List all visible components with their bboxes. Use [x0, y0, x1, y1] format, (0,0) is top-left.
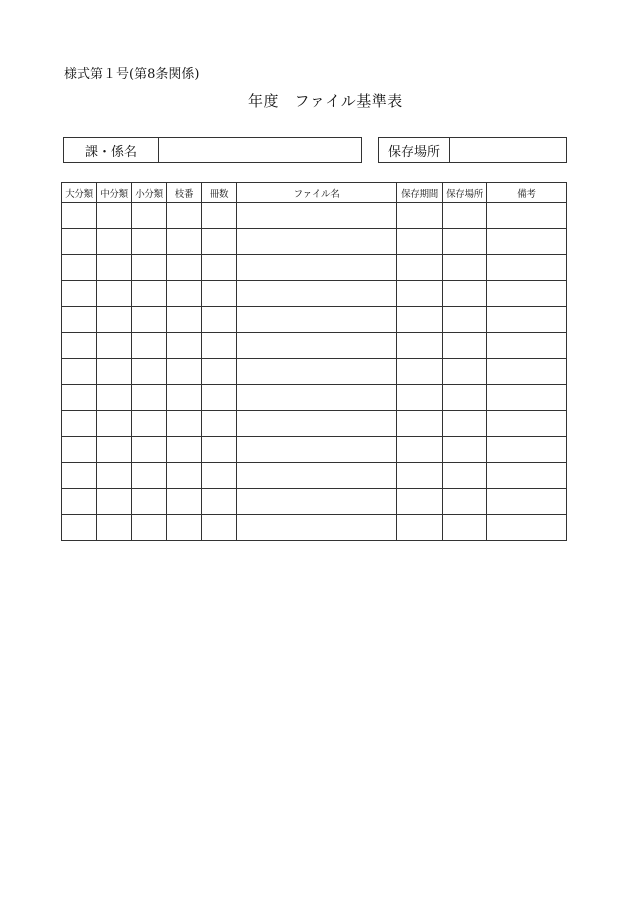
cell-middle-category[interactable]: [97, 411, 132, 437]
cell-file-name[interactable]: [237, 255, 397, 281]
cell-major-category[interactable]: [62, 463, 97, 489]
cell-minor-category[interactable]: [132, 385, 167, 411]
header-storage-location: 保存場所: [443, 183, 487, 203]
cell-middle-category[interactable]: [97, 489, 132, 515]
cell-major-category[interactable]: [62, 307, 97, 333]
cell-middle-category[interactable]: [97, 203, 132, 229]
cell-storage-location[interactable]: [443, 203, 487, 229]
cell-retention-period[interactable]: [397, 255, 443, 281]
cell-middle-category[interactable]: [97, 515, 132, 541]
cell-remarks[interactable]: [487, 359, 567, 385]
cell-volume-count[interactable]: [202, 385, 237, 411]
cell-middle-category[interactable]: [97, 333, 132, 359]
cell-branch-number[interactable]: [167, 411, 202, 437]
cell-storage-location[interactable]: [443, 229, 487, 255]
table-row: [62, 437, 567, 463]
cell-branch-number[interactable]: [167, 281, 202, 307]
header-branch-number: 枝番: [167, 183, 202, 203]
cell-retention-period[interactable]: [397, 515, 443, 541]
cell-file-name[interactable]: [237, 203, 397, 229]
cell-branch-number[interactable]: [167, 385, 202, 411]
cell-major-category[interactable]: [62, 203, 97, 229]
cell-volume-count[interactable]: [202, 411, 237, 437]
cell-major-category[interactable]: [62, 489, 97, 515]
header-middle-category: 中分類: [97, 183, 132, 203]
cell-middle-category[interactable]: [97, 255, 132, 281]
cell-middle-category[interactable]: [97, 437, 132, 463]
cell-storage-location[interactable]: [443, 333, 487, 359]
cell-retention-period[interactable]: [397, 203, 443, 229]
cell-retention-period[interactable]: [397, 411, 443, 437]
cell-major-category[interactable]: [62, 229, 97, 255]
cell-file-name[interactable]: [237, 359, 397, 385]
cell-retention-period[interactable]: [397, 229, 443, 255]
cell-branch-number[interactable]: [167, 203, 202, 229]
cell-file-name[interactable]: [237, 307, 397, 333]
header-remarks: 備考: [487, 183, 567, 203]
cell-volume-count[interactable]: [202, 229, 237, 255]
cell-major-category[interactable]: [62, 411, 97, 437]
header-volume-count: 冊数: [202, 183, 237, 203]
table-row: [62, 255, 567, 281]
cell-remarks[interactable]: [487, 515, 567, 541]
cell-branch-number[interactable]: [167, 489, 202, 515]
cell-remarks[interactable]: [487, 437, 567, 463]
cell-storage-location[interactable]: [443, 385, 487, 411]
file-standard-table: [61, 182, 567, 541]
cell-minor-category[interactable]: [132, 489, 167, 515]
cell-branch-number[interactable]: [167, 307, 202, 333]
cell-volume-count[interactable]: [202, 333, 237, 359]
cell-storage-location[interactable]: [443, 255, 487, 281]
table-row: [62, 281, 567, 307]
section-name-field[interactable]: [159, 138, 361, 162]
cell-major-category[interactable]: [62, 359, 97, 385]
cell-retention-period[interactable]: [397, 307, 443, 333]
cell-file-name[interactable]: [237, 489, 397, 515]
cell-file-name[interactable]: [237, 437, 397, 463]
form-number: 様式第１号(第8条関係): [64, 67, 200, 82]
cell-middle-category[interactable]: [97, 359, 132, 385]
cell-remarks[interactable]: [487, 281, 567, 307]
cell-remarks[interactable]: [487, 203, 567, 229]
section-name-box: [63, 137, 362, 163]
cell-storage-location[interactable]: [443, 307, 487, 333]
storage-location-label: 保存場所: [379, 138, 450, 162]
cell-storage-location[interactable]: [443, 411, 487, 437]
table-row: [62, 463, 567, 489]
cell-major-category[interactable]: [62, 437, 97, 463]
document-title: 年度 ファイル基準表: [248, 92, 403, 110]
cell-volume-count[interactable]: [202, 437, 237, 463]
table-header-row: [62, 183, 567, 203]
cell-file-name[interactable]: [237, 229, 397, 255]
table-row: [62, 229, 567, 255]
table-row: [62, 333, 567, 359]
table-row: [62, 489, 567, 515]
cell-remarks[interactable]: [487, 229, 567, 255]
cell-minor-category[interactable]: [132, 463, 167, 489]
cell-remarks[interactable]: [487, 385, 567, 411]
cell-remarks[interactable]: [487, 411, 567, 437]
cell-volume-count[interactable]: [202, 359, 237, 385]
cell-middle-category[interactable]: [97, 385, 132, 411]
cell-retention-period[interactable]: [397, 333, 443, 359]
cell-storage-location[interactable]: [443, 463, 487, 489]
cell-major-category[interactable]: [62, 515, 97, 541]
table-row: [62, 515, 567, 541]
cell-remarks[interactable]: [487, 255, 567, 281]
cell-branch-number[interactable]: [167, 229, 202, 255]
header-major-category: 大分類: [62, 183, 97, 203]
cell-middle-category[interactable]: [97, 229, 132, 255]
cell-remarks[interactable]: [487, 307, 567, 333]
cell-minor-category[interactable]: [132, 437, 167, 463]
cell-retention-period[interactable]: [397, 437, 443, 463]
cell-minor-category[interactable]: [132, 307, 167, 333]
table-row: [62, 307, 567, 333]
cell-volume-count[interactable]: [202, 307, 237, 333]
storage-location-field[interactable]: [450, 138, 566, 162]
cell-minor-category[interactable]: [132, 203, 167, 229]
cell-retention-period[interactable]: [397, 359, 443, 385]
cell-retention-period[interactable]: [397, 385, 443, 411]
cell-middle-category[interactable]: [97, 307, 132, 333]
cell-major-category[interactable]: [62, 255, 97, 281]
cell-major-category[interactable]: [62, 385, 97, 411]
cell-minor-category[interactable]: [132, 281, 167, 307]
cell-storage-location[interactable]: [443, 489, 487, 515]
cell-storage-location[interactable]: [443, 515, 487, 541]
cell-retention-period[interactable]: [397, 281, 443, 307]
cell-volume-count[interactable]: [202, 255, 237, 281]
cell-remarks[interactable]: [487, 489, 567, 515]
cell-branch-number[interactable]: [167, 333, 202, 359]
cell-minor-category[interactable]: [132, 333, 167, 359]
cell-volume-count[interactable]: [202, 515, 237, 541]
cell-file-name[interactable]: [237, 281, 397, 307]
storage-location-box: [378, 137, 567, 163]
cell-file-name[interactable]: [237, 515, 397, 541]
cell-volume-count[interactable]: [202, 281, 237, 307]
cell-remarks[interactable]: [487, 463, 567, 489]
cell-minor-category[interactable]: [132, 229, 167, 255]
cell-retention-period[interactable]: [397, 489, 443, 515]
cell-middle-category[interactable]: [97, 463, 132, 489]
cell-storage-location[interactable]: [443, 437, 487, 463]
cell-branch-number[interactable]: [167, 359, 202, 385]
cell-storage-location[interactable]: [443, 359, 487, 385]
cell-volume-count[interactable]: [202, 489, 237, 515]
cell-branch-number[interactable]: [167, 463, 202, 489]
section-name-label: 課・係名: [64, 138, 159, 162]
table-row: [62, 411, 567, 437]
cell-storage-location[interactable]: [443, 281, 487, 307]
cell-branch-number[interactable]: [167, 255, 202, 281]
table-body: [62, 203, 567, 541]
header-retention-period: 保存期間: [397, 183, 443, 203]
cell-retention-period[interactable]: [397, 463, 443, 489]
table-row: [62, 385, 567, 411]
cell-middle-category[interactable]: [97, 281, 132, 307]
cell-file-name[interactable]: [237, 411, 397, 437]
cell-file-name[interactable]: [237, 463, 397, 489]
cell-file-name[interactable]: [237, 385, 397, 411]
cell-branch-number[interactable]: [167, 515, 202, 541]
header-minor-category: 小分類: [132, 183, 167, 203]
cell-minor-category[interactable]: [132, 515, 167, 541]
cell-major-category[interactable]: [62, 333, 97, 359]
cell-minor-category[interactable]: [132, 411, 167, 437]
table-row: [62, 359, 567, 385]
cell-minor-category[interactable]: [132, 255, 167, 281]
cell-branch-number[interactable]: [167, 437, 202, 463]
header-file-name: ファイル名: [237, 183, 397, 203]
cell-volume-count[interactable]: [202, 463, 237, 489]
cell-file-name[interactable]: [237, 333, 397, 359]
cell-minor-category[interactable]: [132, 359, 167, 385]
cell-major-category[interactable]: [62, 281, 97, 307]
table-row: [62, 203, 567, 229]
cell-volume-count[interactable]: [202, 203, 237, 229]
cell-remarks[interactable]: [487, 333, 567, 359]
